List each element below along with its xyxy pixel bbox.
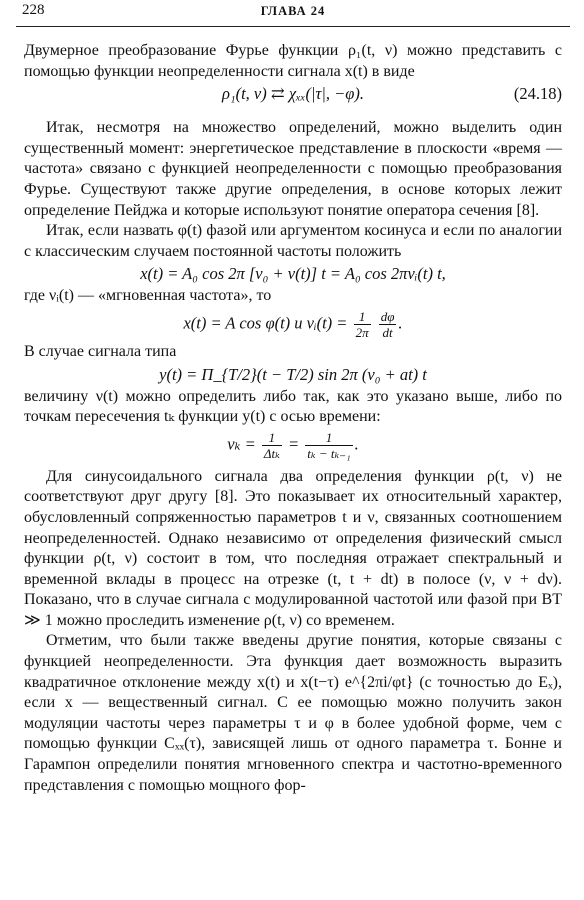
eq5-f2-den: tₖ − tₖ₋₁: [307, 445, 351, 461]
paragraph-8: Отметим, что были также введены другие понятия, которые связаны с функцией неопределенности. Эта функция дает возможность выразить квадратичное отклонение между x(t) и x(t−τ) e^{2πi/φt} (с точностью до Eₓ), если x — вещественный сигнал. С ее помощью можно получить закон модуляции частоты через параметры τ и φ в более удобной форме, чем с помощью функции Cₓₓ(τ), зависящей лишь от одного параметра τ. Бонне и Гарампон определили понятия мгновенного спектра и частотно-временного представления с помощью мощного фор-: [24, 632, 562, 794]
eq5-left: νₖ =: [227, 434, 256, 453]
paragraph-3: Итак, если назвать φ(t) фазой или аргументом косинуса и если по аналогии с классическим случаем постоянной частоты положить: [24, 222, 562, 260]
eq3-fraction-1: [354, 309, 371, 340]
eq5-fraction-1: [262, 430, 282, 461]
paragraph-1: Двумерное преобразование Фурье функции ρ₁(t, ν) можно представить с помощью функции неопределенности сигнала x(t) в виде: [24, 42, 562, 80]
page-header: [16, 0, 570, 27]
equation-24-18-body: ρ₁(t, ν) ⇄ χₓₓ(|τ|, −φ).: [221, 84, 365, 104]
paragraph-4: где νᵢ(t) — «мгновенная частота», то: [24, 287, 272, 305]
equation-instant-frequency: x(t) = A cos φ(t) и νᵢ(t) = $\frac{1}{2\pi}$ $\frac{d\varphi}{dt}$ .: [183, 308, 403, 340]
eq3-f2-den: dt: [382, 324, 393, 340]
paragraph-2: Итак, несмотря на множество определений, можно выделить один существенный момент: энергетическое представление в плоскости «время — частота» связано с функцией неопределенности с помощью преобразования Фурье. Существуют также другие определения, в основе которых лежит определение Пейджа и которые используют понятие оператора сечения [8].: [24, 119, 562, 219]
equation-signal: y(t) = Π_{T/2}(t − T/2) sin 2π (ν₀ + at) t: [159, 364, 427, 384]
eq3-f2-num: dφ: [380, 308, 395, 324]
chapter-title: ГЛАВА 24: [260, 4, 326, 18]
equation-number: (24.18): [513, 84, 562, 104]
eq5-f1-den: Δtₖ: [263, 445, 280, 461]
paragraph-7: Для синусоидального сигнала два определения функции ρ(t, ν) не соответствуют друг другу [8]. Это показывает их относительный характер, обусловленный сопряженностью параметров t и ν, связанных соотношением неопределенностей. Однако независимо от определения физический смысл функции ρ(t, ν) состоит в том, что последняя отражает спектральный и временной вклады в процесс на отрезке (t, t + dt) в полосе (ν, ν + dν). Показано, что в случае сигнала с модулированной частотой или фазой при BT ≫ 1 можно проследить изменение ρ(t, ν) со временем.: [24, 467, 562, 629]
equation-phase: x(t) = A₀ cos 2π [ν₀ + ν(t)] t = A₀ cos 2πνᵢ(t) t,: [140, 264, 446, 284]
eq5-f2-num: 1: [305, 430, 352, 446]
eq3-f1-num: 1: [354, 309, 371, 325]
eq3-left: x(t) = A cos φ(t) и νᵢ(t) =: [183, 313, 348, 333]
equation-crossings: νₖ = $\frac{1}{\text{Δtₖ}}$ = $\frac{1}{\text{tₖ − tₖ₋₁}}$ .: [227, 429, 359, 461]
paragraph-6: величину ν(t) можно определить либо так, как это указано выше, либо по точкам пересечения tₖ функции y(t) с осью времени:: [24, 387, 562, 426]
paragraph-5: В случае сигнала типа: [24, 342, 177, 360]
page-number: 228: [22, 2, 45, 18]
eq5-fraction-2: [305, 430, 352, 461]
eq5-f1-num: 1: [262, 430, 282, 446]
equation-24-18: [24, 84, 562, 104]
eq3-fraction-2: [379, 309, 397, 340]
eq3-f1-den: 2π: [355, 324, 369, 340]
